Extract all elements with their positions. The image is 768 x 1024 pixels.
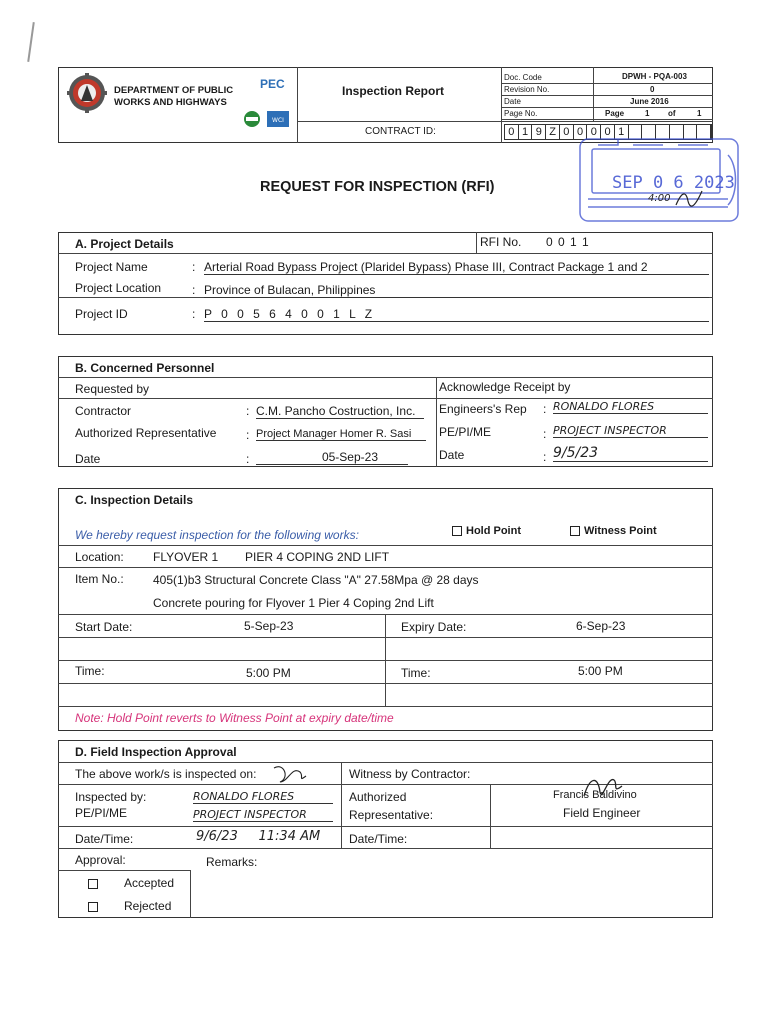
- accepted-checkbox[interactable]: [88, 879, 98, 889]
- inspected-by-name: RONALDO FLORES: [193, 790, 333, 804]
- ack-date-label: Date: [439, 448, 465, 462]
- contract-id-digit: 0: [601, 125, 615, 139]
- section-a-heading: A. Project Details: [75, 237, 174, 251]
- authorized-label2: Representative:: [349, 808, 434, 822]
- authorized-title: Field Engineer: [563, 806, 641, 820]
- page-label: Page No.: [504, 109, 538, 118]
- report-title: Inspection Report: [342, 84, 445, 98]
- received-stamp: [578, 135, 740, 225]
- request-text: We hereby request inspection for the following works:: [75, 528, 359, 542]
- item-no-value: 405(1)b3 Structural Concrete Class "A" 27.58Mpa @ 28 days: [153, 573, 479, 587]
- contract-id-digit: 0: [574, 125, 588, 139]
- revision-value: 0: [650, 85, 655, 94]
- inspected-by-title: PROJECT INSPECTOR: [193, 808, 333, 822]
- authorized-signature-icon: [578, 772, 628, 802]
- remarks-label: Remarks:: [206, 855, 258, 869]
- hold-point-checkbox[interactable]: [452, 526, 462, 536]
- contractor-value: C.M. Pancho Costruction, Inc.: [256, 404, 424, 419]
- doc-code-value: DPWH - PQA-003: [622, 72, 687, 81]
- project-id-label: Project ID: [75, 307, 128, 321]
- pec-label: PEC: [260, 77, 285, 91]
- witness-by-contractor-label: Witness by Contractor:: [349, 767, 471, 781]
- inspected-on-signature-icon: [270, 762, 310, 786]
- witness-point-option[interactable]: [570, 525, 657, 537]
- rejected-checkbox[interactable]: [88, 902, 98, 912]
- department-name-line2: WORKS AND HIGHWAYS: [114, 97, 227, 108]
- doc-code-label: Doc. Code: [504, 73, 542, 82]
- page-total: 1: [697, 109, 702, 118]
- time2-label: Time:: [401, 666, 431, 680]
- rejected-option[interactable]: [88, 899, 171, 913]
- rejected-label: Rejected: [124, 899, 172, 913]
- contract-id-digit: Z: [546, 125, 560, 139]
- pen-mark: [27, 22, 35, 62]
- acknowledge-label: Acknowledge Receipt by: [439, 380, 571, 394]
- time2-value: 5:00 PM: [578, 664, 623, 678]
- contract-id-digit: 0: [560, 125, 574, 139]
- date-value: June 2016: [630, 97, 669, 106]
- hold-point-option[interactable]: [452, 525, 521, 537]
- location-value1: FLYOVER 1: [153, 550, 219, 564]
- inspected-on-label: The above work/s is inspected on:: [75, 767, 257, 781]
- date-label-b: Date: [75, 452, 101, 466]
- dpwh-logo: [67, 73, 107, 113]
- project-location-value: Province of Bulacan, Philippines: [204, 283, 709, 298]
- certification-logos: [243, 109, 291, 129]
- authorized-label1: Authorized: [349, 790, 407, 804]
- auth-rep-value: Project Manager Homer R. Sasi: [256, 428, 426, 441]
- section-d-heading: D. Field Inspection Approval: [75, 745, 237, 759]
- contractor-label: Contractor: [75, 404, 132, 418]
- location-value2: PIER 4 COPING 2ND LIFT: [245, 550, 390, 564]
- accepted-label: Accepted: [124, 876, 175, 890]
- witness-point-checkbox[interactable]: [570, 526, 580, 536]
- project-name-value: Arterial Road Bypass Project (Plaridel Bypass) Phase III, Contract Package 1 and 2: [204, 260, 709, 275]
- time-label: Time:: [75, 664, 105, 678]
- location-label: Location:: [75, 550, 124, 564]
- item-no-label: Item No.:: [75, 572, 124, 586]
- requested-by-label: Requested by: [75, 382, 150, 396]
- svg-text:WCI: WCI: [272, 117, 284, 124]
- page-title: REQUEST FOR INSPECTION (RFI): [260, 179, 495, 195]
- rfi-no-value: 0 0 1 1: [546, 235, 590, 249]
- item-description: Concrete pouring for Flyover 1 Pier 4 Coping 2nd Lift: [153, 596, 434, 610]
- approval-label: Approval:: [75, 853, 126, 867]
- section-c-heading: C. Inspection Details: [75, 493, 194, 507]
- expiry-note: Note: Hold Point reverts to Witness Point at expiry date/time: [75, 711, 394, 725]
- stamp-time: 4:00: [648, 193, 671, 204]
- time-value: 5:00 PM: [246, 666, 291, 680]
- contract-id-digit: 0: [505, 125, 519, 139]
- department-name-line1: DEPARTMENT OF PUBLIC: [114, 85, 234, 96]
- rfi-no-label: RFI No.: [480, 235, 522, 249]
- inspected-by-label2: PE/PI/ME: [75, 806, 128, 820]
- datetime2-label: Date/Time:: [349, 832, 408, 846]
- ack-date-value: 9/5/23: [553, 445, 708, 462]
- project-id-value: P 0 0 5 6 4 0 0 1 L Z: [204, 307, 709, 322]
- revision-label: Revision No.: [504, 85, 550, 94]
- authorized-name: Francis Baldivino: [553, 789, 637, 801]
- contract-id-digit: 1: [519, 125, 533, 139]
- datetime-value: 9/6/23 11:34 AM: [196, 829, 321, 844]
- inspected-by-label: Inspected by:: [75, 790, 147, 804]
- project-location-label: Project Location: [75, 281, 162, 295]
- contract-id-digit: 0: [587, 125, 601, 139]
- start-date-label: Start Date:: [75, 620, 133, 634]
- pe-value: PROJECT INSPECTOR: [553, 424, 708, 438]
- page-word: Page: [605, 109, 625, 118]
- stamp-initials-icon: [674, 187, 704, 211]
- section-b-heading: B. Concerned Personnel: [75, 361, 215, 375]
- auth-rep-label: Authorized Representative: [75, 426, 217, 440]
- pe-label: PE/PI/ME: [439, 425, 492, 439]
- date-label: Date: [504, 97, 521, 106]
- page-num: 1: [645, 109, 650, 118]
- contract-id-digit: 9: [532, 125, 546, 139]
- project-name-label: Project Name: [75, 260, 148, 274]
- start-date-value: 5-Sep-23: [244, 619, 294, 633]
- witness-point-label: Witness Point: [584, 525, 657, 537]
- stamp-date: SEP 0 6 2023: [612, 173, 735, 193]
- datetime-label: Date/Time:: [75, 832, 134, 846]
- eng-rep-label: Engineers's Rep: [439, 402, 527, 416]
- hold-point-label: Hold Point: [466, 525, 521, 537]
- contract-id-label: CONTRACT ID:: [365, 126, 436, 137]
- contract-id-digit: 1: [615, 125, 629, 139]
- page-of: of: [668, 109, 676, 118]
- date-value-b: 05-Sep-23: [256, 450, 408, 465]
- eng-rep-value: RONALDO FLORES: [553, 400, 708, 414]
- accepted-option[interactable]: [88, 876, 174, 890]
- expiry-date-value: 6-Sep-23: [576, 619, 626, 633]
- expiry-date-label: Expiry Date:: [401, 620, 467, 634]
